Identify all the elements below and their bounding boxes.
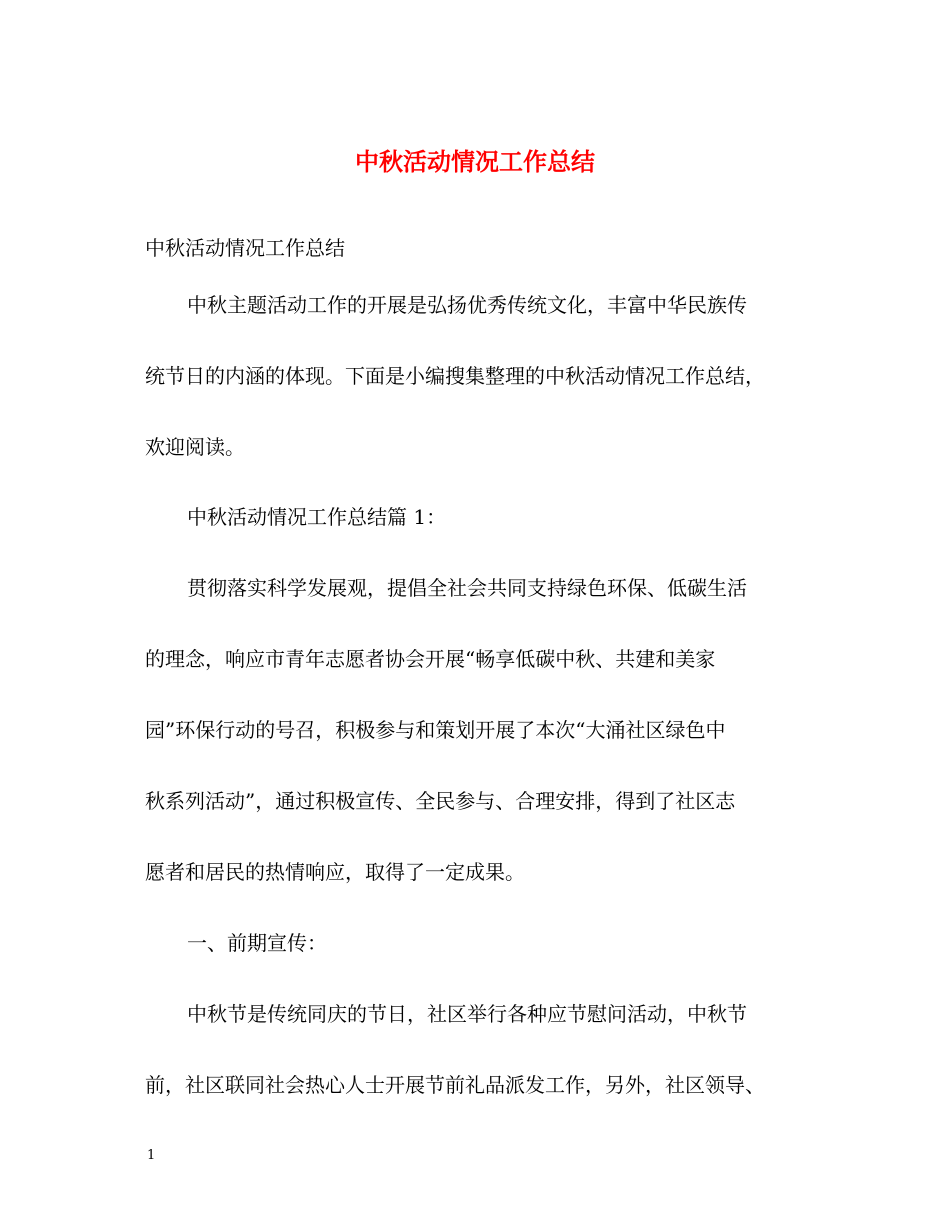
paragraph-line: 中秋活动情况工作总结篇 1： xyxy=(187,505,447,529)
page-number: 1 xyxy=(147,1148,156,1163)
paragraph-line: 欢迎阅读。 xyxy=(145,435,245,459)
paragraph-line: 统节日的内涵的体现。下面是小编搜集整理的中秋活动情况工作总结， xyxy=(145,364,765,388)
paragraph-line: 的理念，响应市青年志愿者协会开展“畅享低碳中秋、共建和美家 xyxy=(145,647,716,671)
document-subtitle: 中秋活动情况工作总结 xyxy=(145,236,345,260)
paragraph-line: 秋系列活动”，通过积极宣传、全民参与、合理安排，得到了社区志 xyxy=(145,789,736,813)
paragraph-line: 前，社区联同社会热心人士开展节前礼品派发工作，另外，社区领导、 xyxy=(145,1073,765,1097)
paragraph-line: 中秋主题活动工作的开展是弘扬优秀传统文化，丰富中华民族传 xyxy=(187,293,747,317)
paragraph-line: 愿者和居民的热情响应，取得了一定成果。 xyxy=(145,860,525,884)
paragraph-line: 贯彻落实科学发展观，提倡全社会共同支持绿色环保、低碳生活 xyxy=(187,576,747,600)
section-heading: 一、前期宣传： xyxy=(187,931,327,955)
document-title: 中秋活动情况工作总结 xyxy=(355,147,595,176)
paragraph-line: 园”环保行动的号召，积极参与和策划开展了本次“大涌社区绿色中 xyxy=(145,718,726,742)
paragraph-line: 中秋节是传统同庆的节日，社区举行各种应节慰问活动，中秋节 xyxy=(187,1002,747,1026)
